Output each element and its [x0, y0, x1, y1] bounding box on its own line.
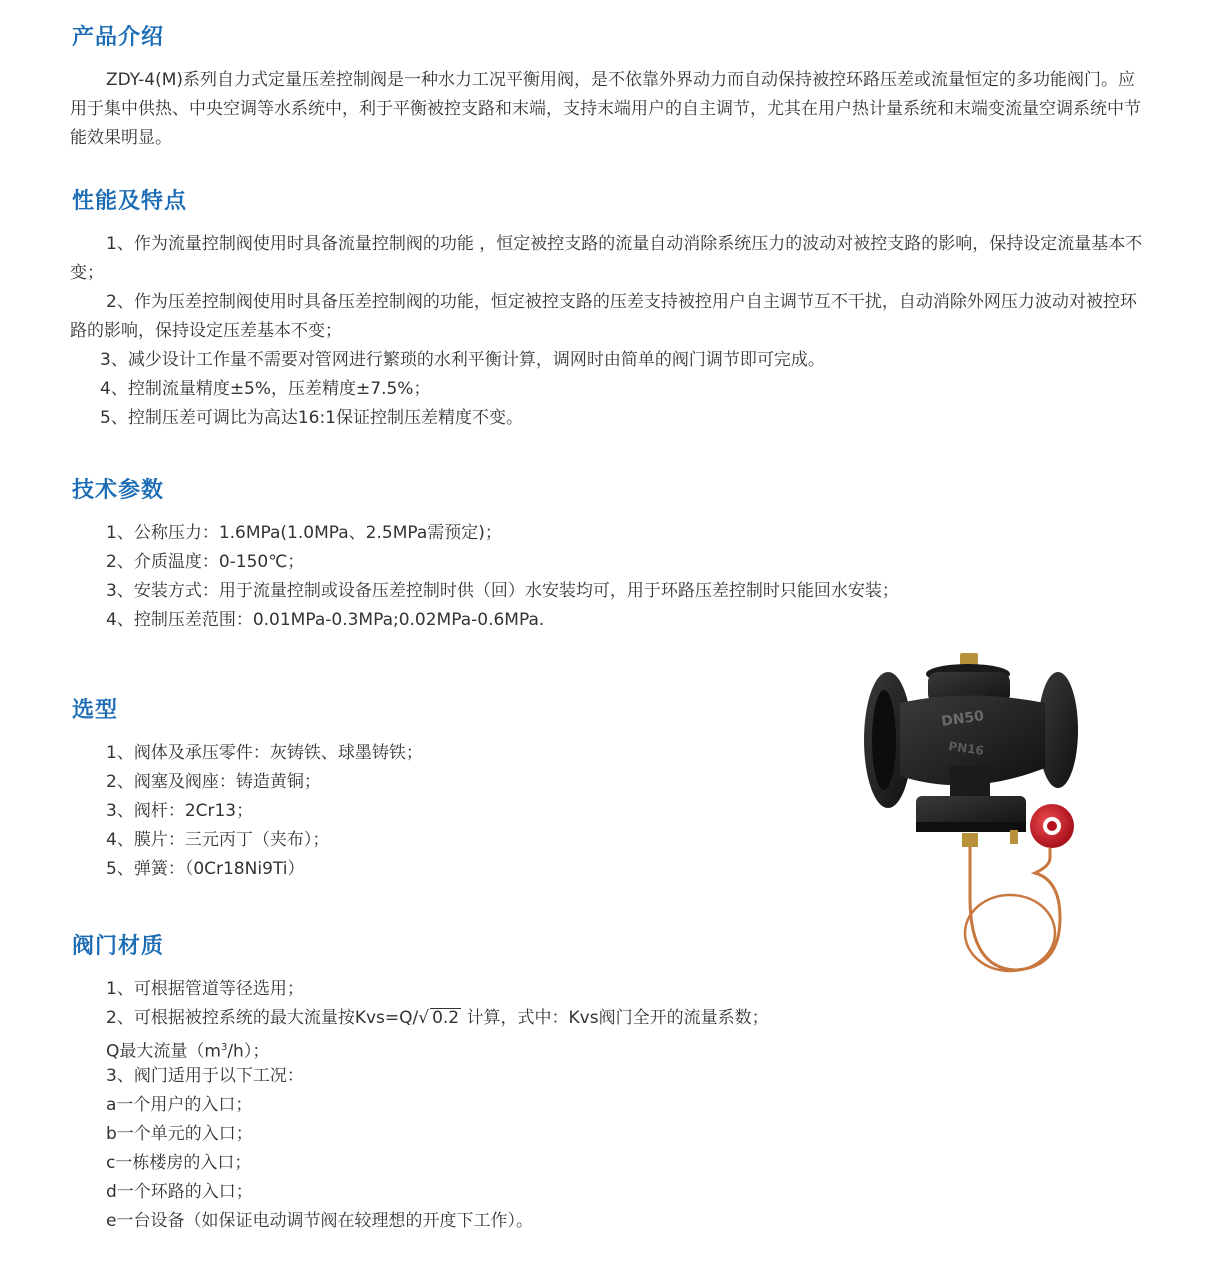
param-item: 3、安装方式：用于流量控制或设备压差控制时供（回）水安装均可，用于环路压差控制时只能回水安装； [106, 581, 899, 601]
copper-tube [970, 847, 1060, 970]
body-mark-pn: PN16 [947, 739, 985, 758]
selection-item: 4、膜片：三元丙丁（夹布）； [106, 830, 330, 850]
feature-item: 3、减少设计工作量不需要对管网进行繁琐的水利平衡计算，调网时由简单的阀门调节即可完成。 [100, 350, 825, 370]
param-item: 1、公称压力：1.6MPa(1.0MPa、2.5MPa需预定)； [106, 523, 502, 543]
formula-text: 2、可根据被控系统的最大流量按Kvs=Q/√ [106, 1008, 430, 1028]
section-title-features: 性能及特点 [72, 189, 188, 214]
tube-coil [965, 895, 1055, 971]
feature-item: 4、控制流量精度±5%，压差精度±7.5%； [100, 379, 431, 399]
param-item: 2、介质温度：0-150℃； [106, 552, 305, 572]
left-flange-bore [872, 690, 896, 790]
brass-fitting-right [1010, 830, 1018, 844]
valve-product-image [850, 648, 1090, 993]
section-title-intro: 产品介绍 [72, 25, 165, 50]
selection-item: 1、阀体及承压零件：灰铸铁、球墨铸铁； [106, 743, 423, 763]
feature-item: 5、控制压差可调比为高达16:1保证控制压差精度不变。 [100, 408, 523, 428]
case-item: d一个环路的入口； [106, 1182, 253, 1202]
section-title-material: 阀门材质 [72, 934, 165, 959]
brass-fitting [962, 833, 978, 847]
section-title-selection: 选型 [72, 698, 119, 723]
q-text: Q最大流量（m [106, 1041, 221, 1062]
body-neck [950, 766, 990, 800]
intro-paragraph: ZDY-4(M)系列自力式定量压差控制阀是一种水力工况平衡用阀，是不依靠外界动力而自动保持被控环路压差或流量恒定的多功能阀门。应用于集中供热、中央空调等水系统中，利于平衡被控支路和末端，支持末端用户的自主调节，尤其在用户热计量系统和末端变流量空调系统中节能效果明显。 [70, 70, 1141, 148]
formula-text-tail: 计算，式中：Kvs阀门全开的流量系数； [461, 1008, 769, 1028]
case-item: e一台设备（如保证电动调节阀在较理想的开度下工作）。 [106, 1211, 533, 1231]
feature-item: 1、作为流量控制阀使用时具备流量控制阀的功能 ，恒定被控支路的流量自动消除系统压力的波动对被控支路的影响，保持设定流量基本不变； [70, 234, 1143, 283]
case-item: a一个用户的入口； [106, 1095, 253, 1115]
material-item: 1、可根据管道等径选用； [106, 979, 304, 999]
q-text-tail: /h）； [227, 1041, 270, 1062]
housing-rim [916, 822, 1026, 832]
param-item: 4、控制压差范围：0.01MPa-0.3MPa;0.02MPa-0.6MPa. [106, 610, 545, 630]
body-mark-dn: DN50 [940, 708, 985, 730]
selection-item: 2、阀塞及阀座：铸造黄铜； [106, 772, 321, 792]
handwheel-hub [1047, 821, 1057, 831]
q-superscript: 3 [220, 1042, 228, 1053]
selection-item: 3、阀杆：2Cr13； [106, 801, 254, 821]
sqrt-value: 0.2 [432, 1008, 460, 1028]
case-item: b一个单元的入口； [106, 1124, 253, 1144]
case-item: c一栋楼房的入口； [106, 1153, 252, 1173]
selection-item: 5、弹簧：（0Cr18Ni9Ti） [106, 859, 305, 879]
material-item: 3、阀门适用于以下工况： [106, 1066, 304, 1086]
section-title-params: 技术参数 [72, 478, 165, 503]
material-formula-line [106, 1004, 769, 1033]
feature-item: 2、作为压差控制阀使用时具备压差控制阀的功能，恒定被控支路的压差支持被控用户自主调节互不干扰，自动消除外网压力波动对被控环路的影响，保持设定压差基本不变； [70, 292, 1137, 341]
